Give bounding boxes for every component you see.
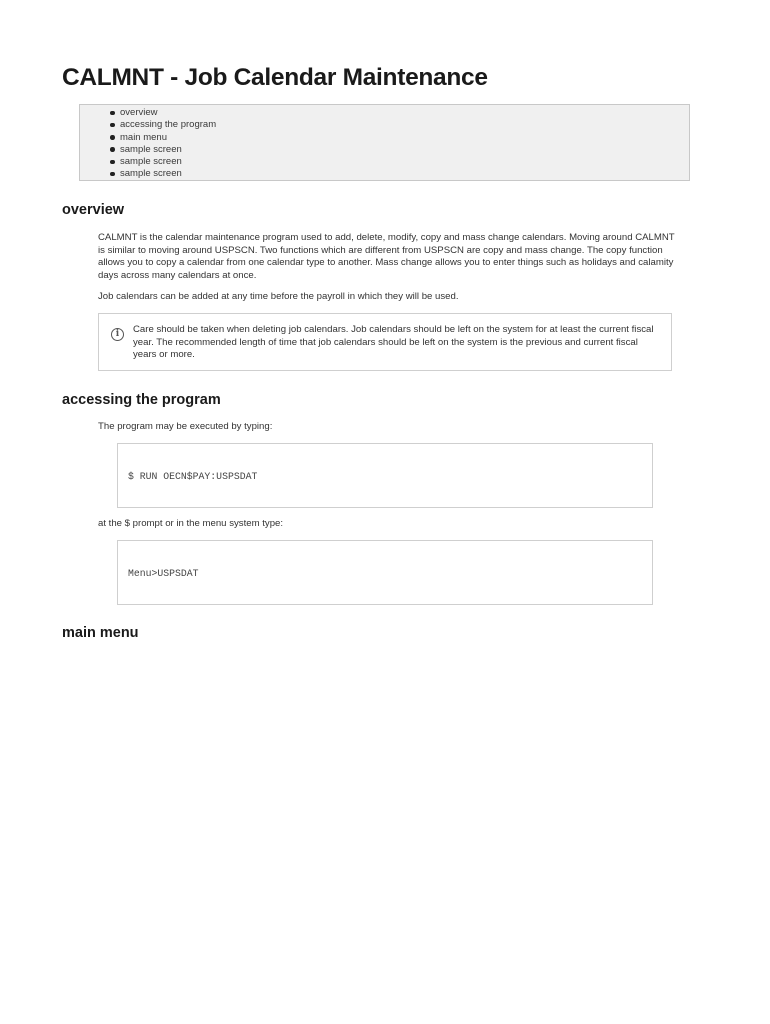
page-title: CALMNT - Job Calendar Maintenance [62, 64, 488, 91]
overview-paragraph-2: Job calendars can be added at any time before the payroll in which they will be used. [98, 291, 459, 302]
toc-item-sample-screen-3[interactable]: sample screen [120, 168, 216, 180]
toc-item-accessing-the-program[interactable]: accessing the program [120, 119, 217, 131]
table-of-contents [79, 104, 690, 181]
accessing-middle-text: at the $ prompt or in the menu system type: [98, 518, 284, 529]
overview-heading: overview [62, 202, 125, 218]
code-text-run-command: $ RUN OECN$PAY:USPSDAT [128, 471, 258, 482]
overview-paragraph: CALMNT is the calendar maintenance program used to add, delete, modify, copy and mass change calendars. Moving around CALMNT is similar to moving around USPSCN. Two functions which are different from USPSCN are copy and mass change. The copy function allows you to copy a calendar from one calendar type to another. Mass change allows you to enter things such as holidays and calamity days across many calendars at once. [98, 232, 675, 281]
toc-item-overview[interactable]: overview [120, 107, 216, 119]
code-block-run-command [117, 443, 653, 508]
toc-item-sample-screen-1[interactable]: sample screen [120, 144, 216, 156]
toc-item-sample-screen-2[interactable]: sample screen [120, 156, 216, 168]
code-text-menu-command: Menu>USPSDAT [128, 568, 199, 579]
main-menu-heading: main menu [62, 625, 139, 641]
accessing-heading: accessing the program [62, 392, 221, 408]
info-note [98, 313, 672, 371]
note-text: Care should be taken when deleting job calendars. Job calendars should be left on the system for at least the current fiscal year. The recommended length of time that job calendars should be left on the system is the previous and current fiscal years or more. [133, 324, 654, 361]
accessing-intro: The program may be executed by typing: [98, 421, 273, 432]
code-block-menu-command [117, 540, 653, 605]
toc-item-main-menu[interactable]: main menu [120, 132, 216, 144]
toc-list [120, 107, 216, 181]
info-icon: i [111, 328, 124, 341]
